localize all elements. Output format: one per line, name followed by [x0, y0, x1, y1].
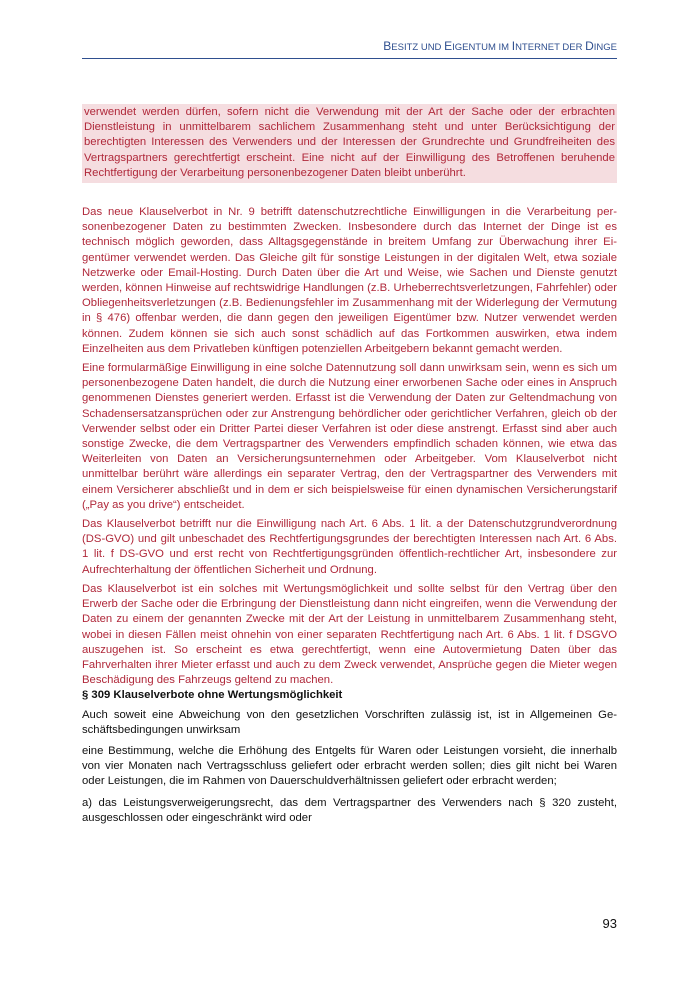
text-line: ausgeschlossen oder eingeschränkt wird oder — [82, 811, 312, 824]
statute-intro — [82, 708, 617, 738]
text-line: gen die Mieter wegen Beschädigung des Fahrzeugs geltend zu machen. — [82, 658, 618, 687]
statute-item-2a-text — [82, 796, 617, 826]
text-line: gung der Vermutung in § 476) offenbar werden, die dann gegen den jeweiligen Eigentümer bzw. Nut — [82, 297, 617, 325]
statute-heading: § 309 Klauselverbote ohne Wertungsmöglichkeit — [82, 689, 343, 702]
text-line: sondere zur Aufrechterhaltung der öffentlichen Sicherheit und Ordnung. — [82, 548, 618, 576]
header-rule — [82, 58, 617, 59]
header-word-1-rest: ESITZ UND — [391, 42, 445, 53]
statute-item-1-text — [82, 744, 617, 790]
text-line: a) das Leistungsverweigerungsrecht, das dem Vertragspartner des Verwenders nach § 320 zusteht, — [82, 796, 617, 809]
text-line: menhang steht, wobei in diesen Fällen meist ohnehin von einer separaten Rechtfertigung nach Art. 6 — [82, 613, 617, 641]
highlighted-proposal-text — [82, 104, 617, 183]
text-line: sich um personenbezogene Daten handelt, die durch die Nutzung einer erworbenen Sache oder eines — [82, 362, 617, 390]
page-number: 93 — [602, 916, 617, 931]
text-line: fehler) oder Obliegenheitsverletzungen (z.B. Bedienungsfehler im Zusammenhang mit der Widerle — [82, 282, 618, 310]
proposal-paragraph — [84, 105, 615, 181]
commentary-paragraph-2 — [82, 361, 617, 513]
text-line: berechtigten Interessen des Verwenders und der Interessen der Grundrechte und Grundfreiheiten — [84, 136, 597, 149]
text-line: des Vertragspartners gerechtfertigt erscheint. Eine nicht auf der Einwilligung des Betroffenen beru — [84, 136, 615, 164]
text-line: lich schaden können, wie etwa das Weiterleiten von Daten an Versicherungsunternehmen oder Ar — [82, 438, 617, 466]
text-line: Das neue Klauselverbot in Nr. 9 betrifft datenschutzrechtliche Einwilligungen in die Verarbeitung per — [82, 206, 617, 219]
text-line: halb von vier Monaten nach Vertragsschluss geliefert oder erbracht werden sollen; dies gilt nicht bei — [82, 744, 617, 773]
text-line: strengt. Erfasst sind aber auch sonstige Zwecke, die dem Vertragspartner des Verwenders empfind — [82, 422, 617, 451]
text-line: tendmachung von Schadensersatzansprüchen oder zur Anstrengung behördlicher oder gerichtlicher — [82, 392, 618, 420]
header-word-4-initial: D — [585, 39, 594, 53]
header-word-3-rest: NTERNET DER — [515, 42, 586, 53]
header-word-1-initial: B — [383, 39, 392, 53]
text-line: Vertragspartner des Verwenders mit einem Versicherer abschließt und in dem er sich beispielsweise — [82, 468, 617, 496]
text-line: Art. 6 Abs. 1 lit. f DS-GVO und erst recht von Rechtfertigungsgründen öffentlich-rechtlicher Art, insbe — [82, 533, 617, 561]
commentary-paragraph-4 — [82, 582, 617, 688]
header-word-4-rest: INGE — [593, 42, 617, 53]
text-line: nung (DS-GVO) und gilt unbeschadet des Rechtfertigungsgrundes der berechtigten Interessen nach — [82, 518, 617, 546]
text-line: nutzt werden, können Hinweise auf rechtswidrige Handlungen (z.B. Urheberrechtsverletzungen, Fahr — [82, 266, 617, 295]
header-word-2-rest: IGENTUM IM — [452, 42, 512, 53]
text-line: technisch möglich geworden, dass Alltagsgegenstände in breitem Umfang zur Überwachung ihrer Ei — [82, 236, 617, 249]
text-line: Eine formularmäßige Einwilligung in eine solche Datennutzung soll dann unwirksam sein, wenn es — [82, 362, 578, 375]
text-line: eine Bestimmung, welche die Erhöhung des Entgelts für Waren oder Leistungen vorsieht, die inner — [82, 744, 596, 757]
text-line: Daten über das Fahrverhalten ihrer Mieter erfasst und auch zu dem Zweck verwendet, Ansprüche ge — [82, 643, 617, 671]
text-line: Auch soweit eine Abweichung von den gesetzlichen Vorschriften zulässig ist, ist in Allgemeinen Ge — [82, 708, 617, 721]
text-line: Waren oder Leistungen, die im Rahmen von Dauerschuldverhältnissen geliefert oder erbracht werden; — [82, 760, 617, 788]
commentary-paragraph-3 — [82, 517, 617, 578]
text-line: Das Klauselverbot betrifft nur die Einwilligung nach Art. 6 Abs. 1 lit. a der Datenschutzgrundverord — [82, 518, 592, 531]
text-line: gemacht werden. — [475, 342, 563, 355]
page-content — [82, 104, 617, 826]
text-line: Abs. 1 lit. f DSGVO auszugehen ist. So erscheint es etwa gerechtfertigt, wenn eine Autovermietung — [82, 628, 618, 656]
commentary-paragraph-1 — [82, 205, 617, 357]
text-line: in Anspruch genommenen Dienstes generiert werden. Erfasst ist die Verwendung der Daten zur Gel — [82, 377, 617, 405]
text-line: zer verwendet werden können. Zudem können sie sich auch sonst schädlich auf das Fortkommen — [82, 312, 617, 340]
text-line: Verfahren, gleich ob der Verwender selbst oder ein Dritter Partei dieser Verfahren ist oder diese an — [82, 407, 618, 435]
text-line: sonenbezogener Daten zu bestimmten Zwecken. Insbesondere durch das Internet der Dinge ist es — [82, 221, 617, 234]
text-line: verwendet werden dürfen, sofern nicht die Verwendung mit der Art der Sache oder der erbrachten — [84, 106, 615, 118]
text-line: beitgeber. Vom Klauselverbot nicht unmittelbar berührt wäre allerdings ein separater Vertrag, den der — [82, 453, 617, 481]
text-line: hende Rechtfertigung der Verarbeitung personenbezogener Daten bleibt unberührt. — [84, 151, 615, 179]
header-word-3-initial: I — [511, 39, 516, 53]
header-word-2-initial: E — [444, 39, 453, 53]
running-header — [82, 38, 617, 56]
text-line: schäftsbedingungen unwirksam — [82, 723, 241, 736]
text-line: für einen dynamischen Versicherungstarif („Pay as you drive“) entscheidet. — [82, 483, 617, 511]
text-line: Das Klauselverbot ist ein solches mit Wertungsmöglichkeit und sollte selbst für den Vertrag über den — [82, 582, 617, 595]
text-line: gentümer verwendet werden. Das Gleiche gilt für sonstige Leistungen in der digitalen Welt, etwa sozi — [82, 251, 602, 264]
text-line: Dienstleistung in unmittelbarem sachlichem Zusammenhang steht und unter Berücksichtigung der — [84, 121, 615, 134]
text-line: Erwerb der Sache oder die Erbringung der Dienstleistung dann nicht eingreifen, wenn die Verwen — [82, 598, 573, 611]
text-line: auswirken, etwa indem Einzelheiten aus dem Privatleben künftigen potenziellen Arbeitgebern bekannt — [82, 327, 617, 355]
text-line: ale Netzwerke oder Email-Hosting. Durch Daten über die Art und Weise, wie Sachen und Dienste ge — [82, 251, 617, 279]
text-line: dung der Daten zu einem der genannten Zwecke mit der Art der Leistung in unmittelbarem Zusam — [82, 598, 617, 626]
